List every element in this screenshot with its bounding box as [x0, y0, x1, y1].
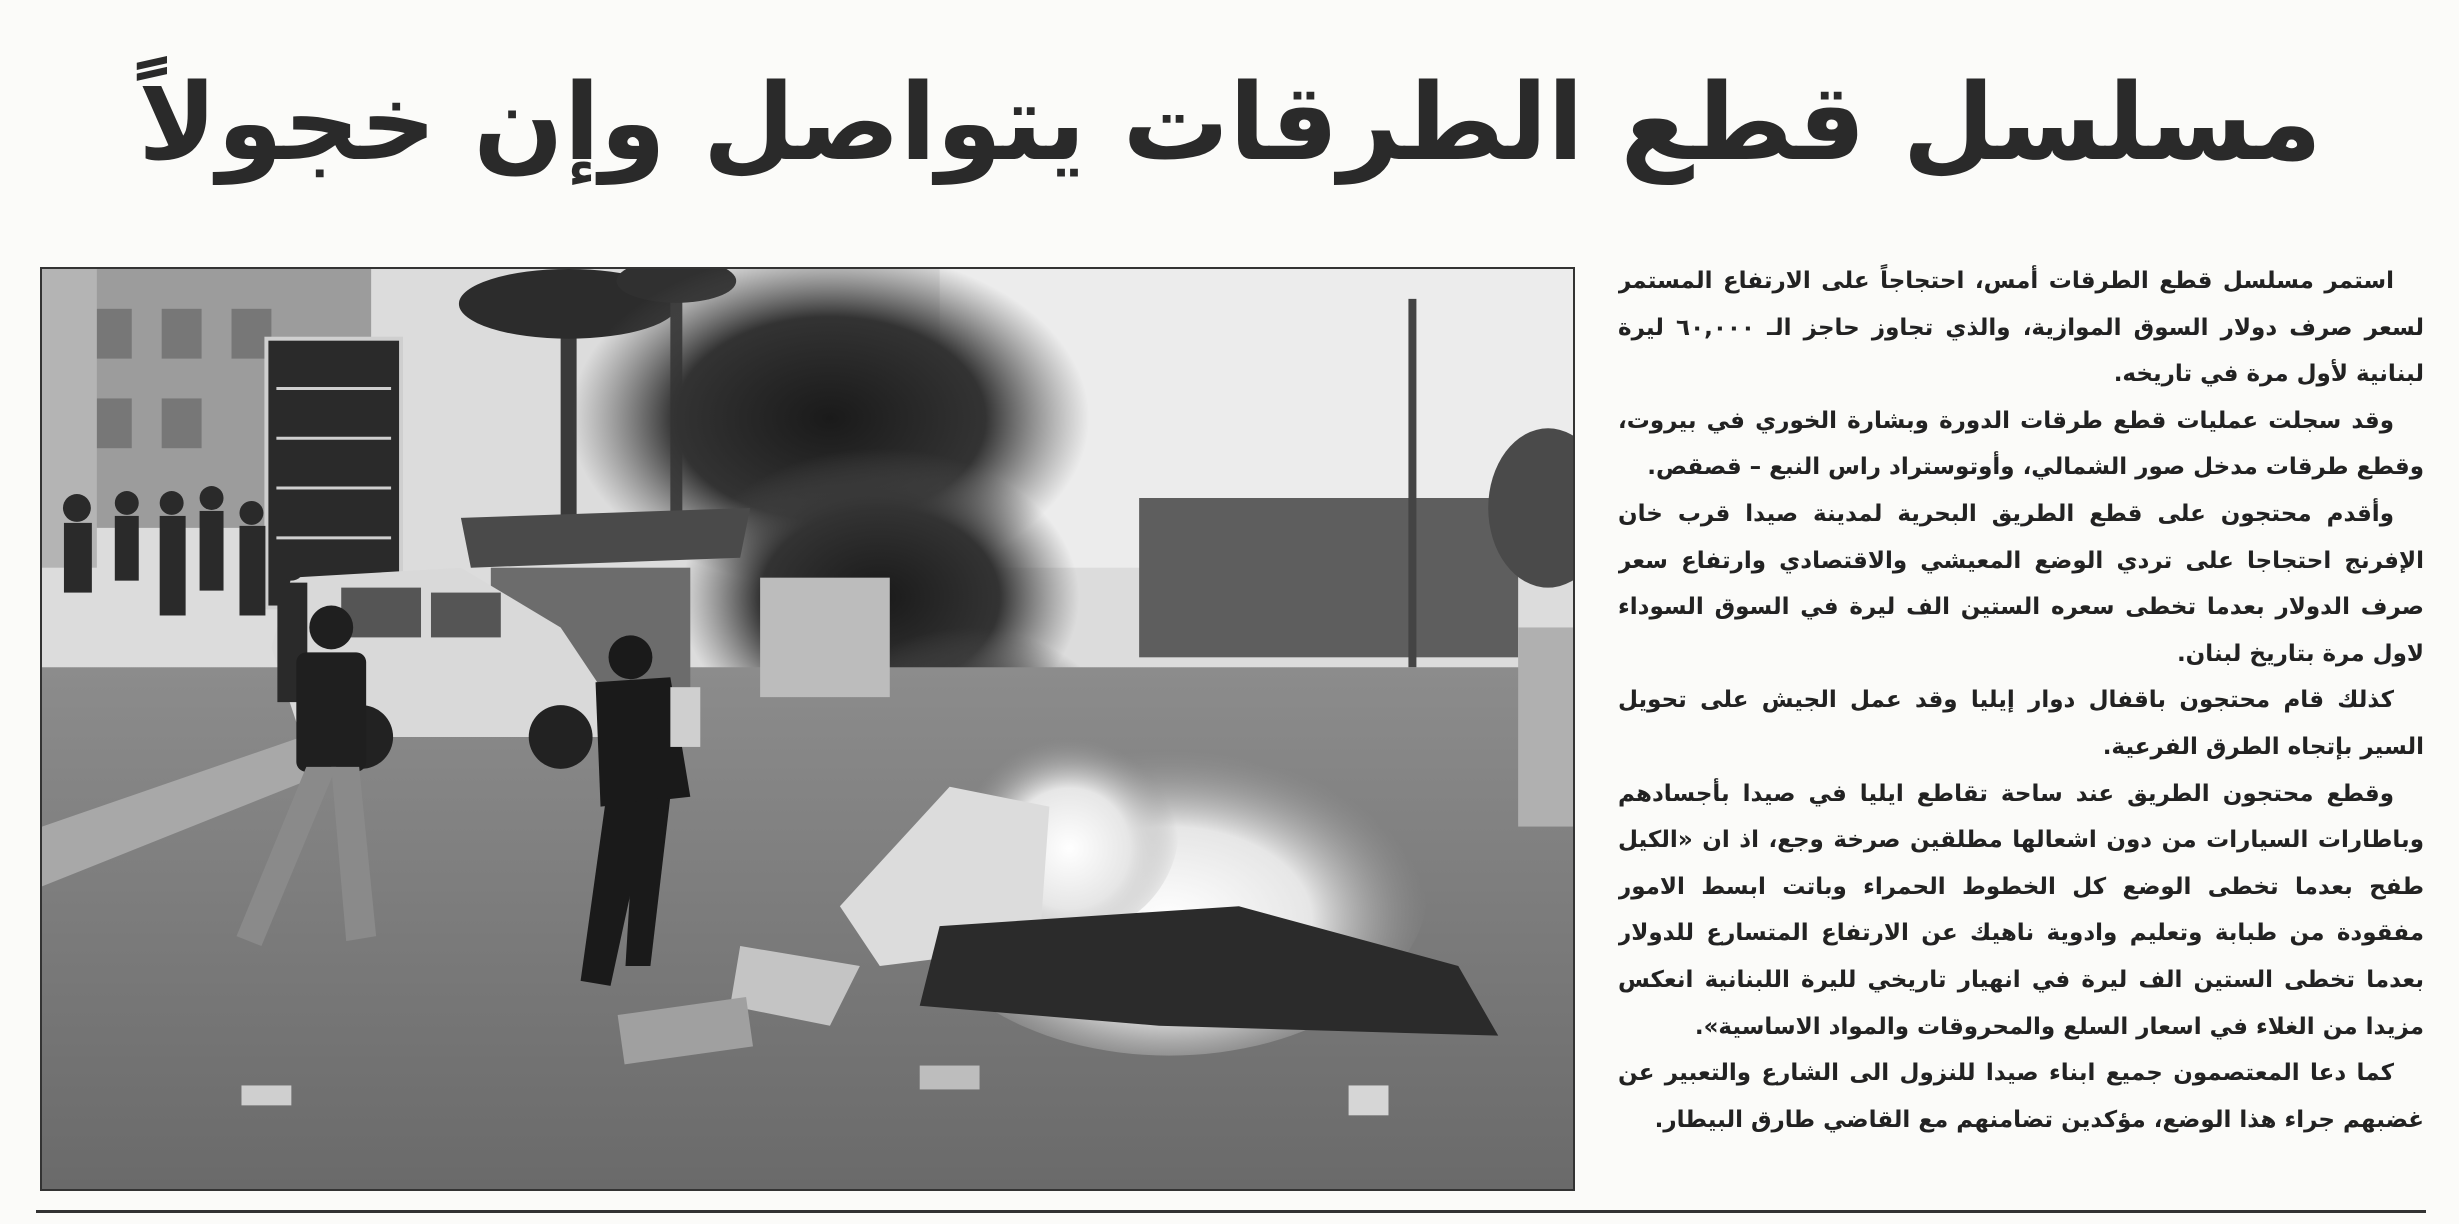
article-paragraph: وأقدم محتجون على قطع الطريق البحرية لمدينة صيدا قرب خان الإفرنج احتجاجا على تردي الوضع المعيشي والاقتصادي وارتفاع سعر صرف الدولار بعدما تخطى سعره الستين الف ليرة في السوق السوداء لاول مرة بتاريخ لبنان.	[1618, 500, 2424, 667]
article-paragraph: وقطع محتجون الطريق عند ساحة تقاطع ايليا في صيدا بأجسادهم وباطارات السيارات من دون اشعالها مطلقين صرخة وجع، اذ ان «الكيل طفح بعدما تخطى الوضع كل الخطوط الحمراء وباتت ابسط الامور مفقودة من طبابة وتعليم وادوية ناهيك عن الارتفاع المتسارع للدولار بعدما تخطى الستين الف ليرة في انهيار تاريخي لليرة اللبنانية انعكس مزيدا من الغلاء في اسعار السلع والمحروقات والمواد الاساسية».	[1618, 780, 2424, 1040]
article-paragraph: كذلك قام محتجون باقفال دوار إيليا وقد عمل الجيش على تحويل السير بإتجاه الطرق الفرعية.	[1618, 687, 2424, 760]
bottom-rule	[36, 1210, 2426, 1213]
article-paragraph: استمر مسلسل قطع الطرقات أمس، احتجاجاً على الارتفاع المستمر لسعر صرف دولار السوق الموازية، والذي تجاوز حاجز الـ ٦٠,٠٠٠ ليرة لبنانية لأول مرة في تاريخه.	[1618, 268, 2424, 388]
protest-photo	[40, 267, 1575, 1191]
article-paragraph: كما دعا المعتصمون جميع ابناء صيدا للنزول الى الشارع والتعبير عن غضبهم جراء هذا الوضع، مؤكدين تضامنهم مع القاضي طارق البيطار.	[1618, 1060, 2424, 1133]
protest-scene-illustration	[42, 269, 1573, 1189]
article-body	[1618, 258, 2424, 1188]
article-paragraph: وقد سجلت عمليات قطع طرقات الدورة وبشارة الخوري في بيروت، وقطع طرقات مدخل صور الشمالي، وأوتوستراد راس النبع – قصقص.	[1618, 407, 2424, 481]
headline: مسلسل قطع الطرقات يتواصل وإن خجولاً	[138, 61, 2322, 184]
